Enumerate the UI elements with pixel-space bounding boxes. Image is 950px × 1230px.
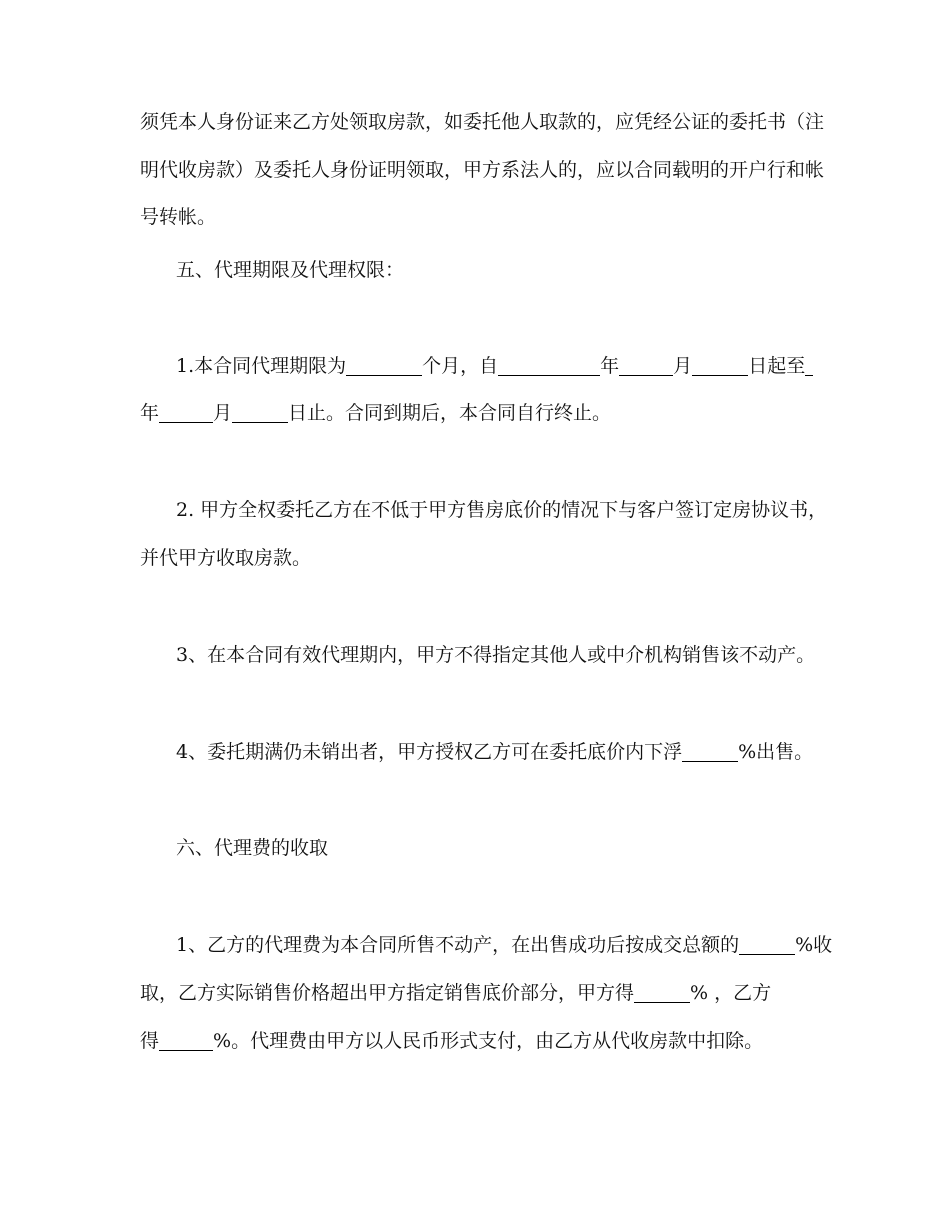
text-segment: 须凭本人身份证来乙方处领取房款，如委托他人取款的，应凭经公证的委托书（注 bbox=[140, 111, 825, 133]
text-segment: 号转帐。 bbox=[140, 206, 217, 228]
paragraph-line bbox=[140, 401, 611, 425]
text-segment: 月 bbox=[673, 355, 693, 377]
text-segment: %出售。 bbox=[738, 741, 814, 763]
text-segment: 五、代理期限及代理权限： bbox=[176, 259, 405, 281]
text-segment: 4、委托期满仍未销出者，甲方授权乙方可在委托底价内下浮 bbox=[176, 741, 683, 763]
text-segment: 明代收房款）及委托人身份证明领取，甲方系法人的，应以合同载明的开户行和帐 bbox=[140, 159, 825, 181]
paragraph-line bbox=[140, 158, 824, 182]
text-segment: 日止。合同到期后，本合同自行终止。 bbox=[288, 402, 612, 424]
section-heading bbox=[176, 258, 404, 282]
paragraph-line bbox=[176, 933, 832, 957]
text-segment: 2. 甲方全权委托乙方在不低于甲方售房底价的情况下与客户签订定房协议书， bbox=[176, 499, 828, 521]
text-segment: 3、在本合同有效代理期内，甲方不得指定其他人或中介机构销售该不动产。 bbox=[176, 644, 816, 666]
text-segment: 个月，自 bbox=[422, 355, 499, 377]
fill-in-blank bbox=[634, 983, 690, 1003]
text-segment: 取，乙方实际销售价格超出甲方指定销售底价部分，甲方得 bbox=[140, 982, 635, 1004]
text-segment: 六、代理费的收取 bbox=[176, 837, 329, 859]
paragraph-line bbox=[176, 354, 813, 378]
fill-in-blank bbox=[159, 1031, 213, 1051]
text-segment: 年 bbox=[600, 355, 620, 377]
section-heading bbox=[176, 836, 328, 860]
text-segment: 日起至 bbox=[748, 355, 806, 377]
text-segment: 年 bbox=[140, 402, 160, 424]
paragraph-line bbox=[140, 205, 216, 229]
paragraph-line bbox=[140, 546, 311, 570]
fill-in-blank bbox=[159, 403, 213, 423]
paragraph-line bbox=[176, 498, 827, 522]
text-segment: 月 bbox=[213, 402, 233, 424]
paragraph-line bbox=[176, 643, 815, 667]
text-segment: 1、乙方的代理费为本合同所售不动产，在出售成功后按成交总额的 bbox=[176, 934, 740, 956]
text-segment: 1.本合同代理期限为 bbox=[176, 355, 347, 377]
text-segment: %。代理费由甲方以人民币形式支付，由乙方从代收房款中扣除。 bbox=[213, 1030, 764, 1052]
fill-in-blank bbox=[682, 742, 738, 762]
text-segment: 并代甲方收取房款。 bbox=[140, 547, 312, 569]
paragraph-line bbox=[176, 740, 813, 764]
fill-in-blank bbox=[805, 356, 813, 376]
paragraph-line bbox=[140, 981, 771, 1005]
fill-in-blank bbox=[692, 356, 748, 376]
text-segment: 得 bbox=[140, 1030, 160, 1052]
fill-in-blank bbox=[232, 403, 288, 423]
fill-in-blank bbox=[498, 356, 600, 376]
fill-in-blank bbox=[346, 356, 422, 376]
fill-in-blank bbox=[619, 356, 673, 376]
paragraph-line bbox=[140, 110, 824, 134]
fill-in-blank bbox=[739, 935, 795, 955]
text-segment: %收 bbox=[795, 934, 833, 956]
paragraph-line bbox=[140, 1029, 763, 1053]
text-segment: % ，乙方 bbox=[690, 982, 772, 1004]
